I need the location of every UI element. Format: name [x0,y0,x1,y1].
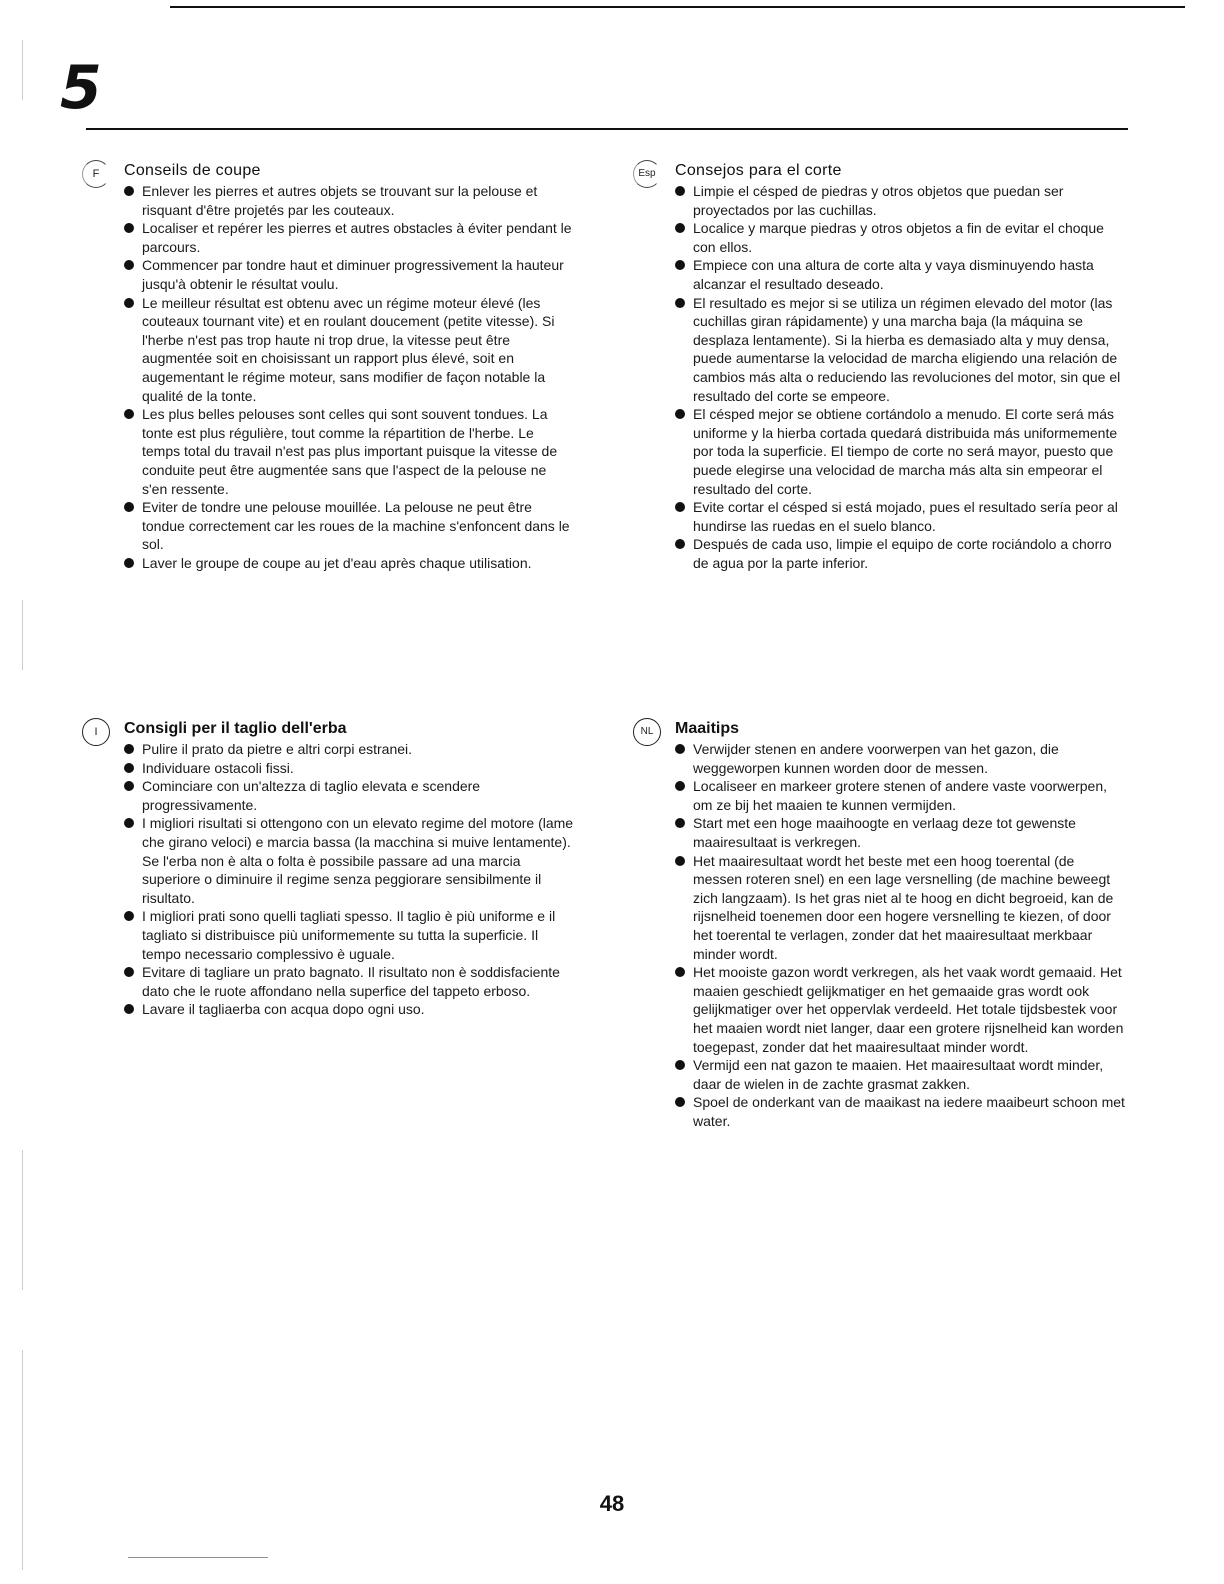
bullet-icon [675,967,685,977]
bullet-icon [675,298,685,308]
tips-list-es [675,182,1125,572]
list-item [675,219,1125,256]
bullet-icon [124,409,134,419]
list-item [675,535,1125,572]
item-text: Start met een hoge maaihoogte en verlaag deze tot gewenste maairesultaat is verkregen. [693,815,1076,850]
item-text: Enlever les pierres et autres objets se trouvant sur la pelouse et risquant d'être projetés par les couteaux. [142,183,538,218]
item-text: I migliori prati sono quelli tagliati spesso. Il taglio è più uniforme e il tagliato si distribuisce più uniformemente su tutta la superficie. Il tempo necessario complessivo è uguale. [142,908,556,962]
item-text: Evitare di tagliare un prato bagnato. Il risultato non è soddisfaciente dato che le ruote affondano nella superfice del tappeto erboso. [142,964,560,999]
page-number: 48 [599,1491,625,1516]
item-text: Localiseer en markeer grotere stenen of andere vaste voorwerpen, om ze bij het maaien te kunnen vermijden. [693,778,1108,813]
bullet-icon [124,911,134,921]
bullet-icon [675,260,685,270]
bullet-icon [124,781,134,791]
list-item [675,963,1125,1056]
item-text: Spoel de onderkant van de maaikast na iedere maaibeurt schoon met water. [693,1094,1125,1129]
bullet-icon [124,298,134,308]
margin-line [22,600,23,670]
top-rule [170,6,1185,8]
tips-list-it [124,740,574,1019]
bullet-icon [124,186,134,196]
list-item [124,294,574,406]
item-text: Después de cada uso, limpie el equipo de corte rociándolo a chorro de agua por la parte inferior. [693,536,1112,571]
list-item [124,405,574,498]
bullet-icon [124,223,134,233]
section-dutch [640,719,1125,1130]
item-text: Empiece con una altura de corte alta y vaya disminuyendo hasta alcanzar el resultado deseado. [693,257,1094,292]
bullet-icon [675,186,685,196]
bullet-icon [675,409,685,419]
item-text: Les plus belles pelouses sont celles qui sont souvent tondues. La tonte est plus régulière, tout comme la répartition de l'herbe. Le temps total du travail n'est pas plus important puisque la vitesse de conduite peut être augmentée sans que l'aspect de la pelouse ne s'en ressente. [142,406,558,497]
bullet-icon [675,856,685,866]
section-italian [94,719,574,1019]
list-item [124,219,574,256]
section-french [92,161,574,572]
section-spanish [638,161,1125,572]
bullet-icon [675,223,685,233]
item-text: Lavare il tagliaerba con acqua dopo ogni uso. [142,1001,425,1018]
margin-line [22,1350,23,1570]
list-item [124,498,574,554]
item-text: Commencer par tondre haut et diminuer progressivement la hauteur jusqu'à obtenir le résultat voulu. [142,257,564,292]
tips-list-nl [675,740,1125,1130]
item-text: El césped mejor se obtiene cortándolo a menudo. El corte será más uniforme y la hierba cortada quedará distribuida más uniformemente por toda la superficie. El tiempo de corte no será mayor, puesto que puede elegirse una velocidad de marcha más alta sin empeorar el resultado del corte. [693,406,1118,497]
bullet-icon [675,1060,685,1070]
list-item [675,405,1125,498]
tips-list-fr [124,182,574,572]
bullet-icon [124,744,134,754]
list-item [675,1093,1125,1130]
section-title-es: Consejos para el corte [675,162,842,179]
bullet-icon [124,558,134,568]
bullet-icon [675,744,685,754]
list-item [124,759,574,778]
bullet-icon [124,1004,134,1014]
bullet-icon [124,502,134,512]
item-text: Individuare ostacoli fissi. [142,759,294,776]
list-item [675,814,1125,851]
section-title-fr: Conseils de coupe [124,162,261,179]
item-text: Localice y marque piedras y otros objetos a fin de evitar el choque con ellos. [693,220,1104,255]
item-text: Localiser et repérer les pierres et autres obstacles à éviter pendant le parcours. [142,220,572,255]
item-text: El resultado es mejor si se utiliza un régimen elevado del motor (las cuchillas giran rápidamente) y una marcha baja (la máquina se desplaza lentamente). Si la hierba es demasiado alta y muy densa, puede aumentarse la velocidad de marcha eligiendo una relación de cambios más alta o reduciendo las revoluciones del motor, sin que el resultado del corte se empeore. [693,294,1121,404]
list-item [124,256,574,293]
item-text: Limpie el césped de piedras y otros objetos que puedan ser proyectados por las cuchillas. [693,183,1064,218]
item-text: Laver le groupe de coupe au jet d'eau après chaque utilisation. [142,554,532,571]
header-rule [86,128,1128,130]
list-item [675,294,1125,406]
bullet-icon [675,539,685,549]
list-item [675,740,1125,777]
section-title-nl: Maaitips [675,720,740,737]
item-text: Vermijd een nat gazon te maaien. Het maairesultaat wordt minder, daar de wielen in de zachte grasmat zakken. [693,1057,1104,1092]
list-item [124,907,574,963]
list-item [124,182,574,219]
margin-line [22,40,23,100]
item-text: Evite cortar el césped si está mojado, pues el resultado sería peor al hundirse las ruedas en el suelo blanco. [693,499,1118,534]
bullet-icon [675,818,685,828]
list-item [124,777,574,814]
item-text: Het mooiste gazon wordt verkregen, als het vaak wordt gemaaid. Het maaien geschiedt gelijkmatiger en het gemaaide gras wordt ook gelijkmatiger over het oppervlak verdeeld. Het totale tijdsbestek voor het maaien wordt niet langer, daar een grotere rijsnelheid kan worden toegepast, zonder dat het maairesultaat minder wordt. [693,964,1124,1055]
list-item [675,1056,1125,1093]
item-text: I migliori risultati si ottengono con un elevato regime del motore (lame che girano veloci) e marcia bassa (la macchina si muive lentamente). Se l'erba non è alta o folta è possibile passare ad una marcia superiore o diminuire il regime senza peggiorare sensibilmente il risultato. [142,815,574,906]
list-item [124,963,574,1000]
item-text: Le meilleur résultat est obtenu avec un régime moteur élevé (les couteaux tournant vite) et en roulant doucement (petite vitesse). Si l'herbe n'est pas trop haute ni trop drue, la vitesse peut être augmentée soit en choisissant un rapport plus élevé, soit en augementant le régime moteur, sans modifier de façon notable la qualité de la tonte. [142,294,555,404]
item-text: Cominciare con un'altezza di taglio elevata e scendere progressivamente. [142,778,481,813]
list-item [675,256,1125,293]
language-badge-es: Esp [633,160,661,188]
list-item [124,554,574,573]
item-text: Pulire il prato da pietre e altri corpi estranei. [142,741,413,757]
bullet-icon [124,763,134,773]
bullet-icon [124,818,134,828]
item-text: Verwijder stenen en andere voorwerpen van het gazon, die weggeworpen kunnen worden door de messen. [693,741,1059,776]
bullet-icon [124,260,134,270]
bullet-icon [675,1097,685,1107]
item-text: Eviter de tondre une pelouse mouillée. La pelouse ne peut être tondue correctement car les roues de la machine s'enfoncent dans le sol. [142,499,570,553]
chapter-number: 5 [60,53,102,123]
margin-line [22,1150,23,1290]
language-badge-nl: NL [633,718,661,746]
list-item [124,1000,574,1019]
list-item [675,182,1125,219]
language-badge-fr: F [82,160,110,188]
list-item [124,814,574,907]
list-item [675,498,1125,535]
section-title-it: Consigli per il taglio dell'erba [124,720,347,737]
list-item [124,740,574,759]
language-badge-it: I [82,718,110,746]
bottom-rule [128,1557,268,1558]
list-item [675,777,1125,814]
item-text: Het maairesultaat wordt het beste met een hoog toerental (de messen roteren snel) en een lage versnelling (de machine beweegt zich langzaam). Is het gras niet al te hoog en dicht begroeid, kan de rijsnelheid toenemen door een hogere versnelling te kiezen, of door het toerental te verlagen, zonder dat het maairesultaat merkbaar minder wordt. [693,852,1114,962]
bullet-icon [675,502,685,512]
bullet-icon [124,967,134,977]
bullet-icon [675,781,685,791]
list-item [675,852,1125,964]
